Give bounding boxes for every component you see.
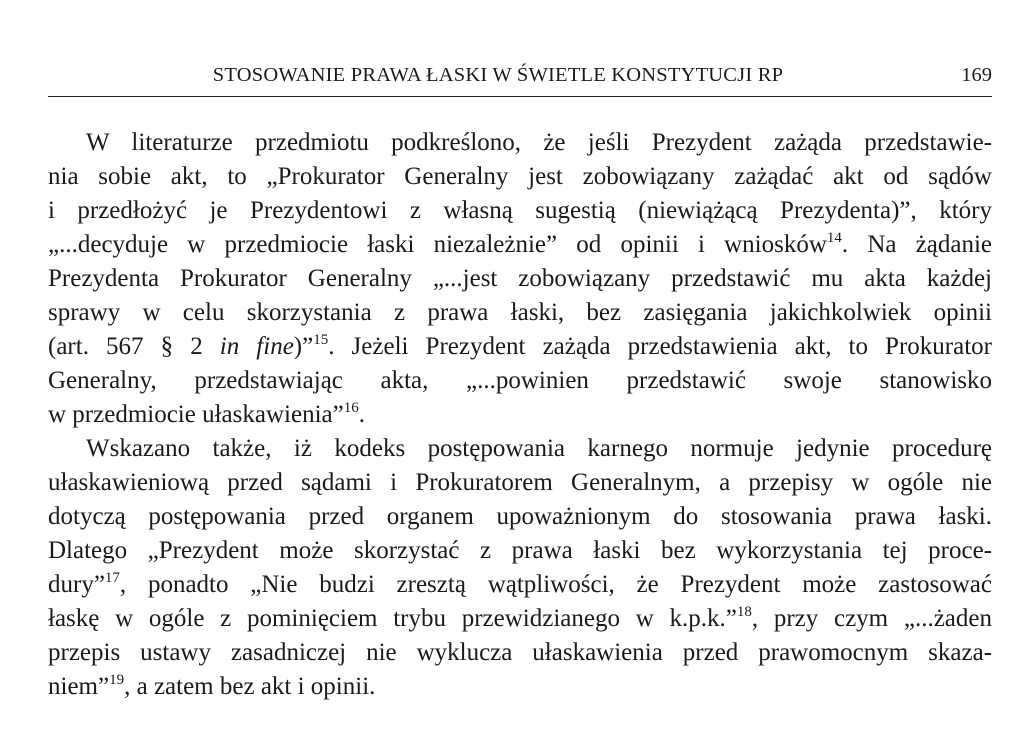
footnote-marker: 16 [343, 400, 359, 416]
text-segment: dotyczą postępowania przed organem upoważnionym do stosowania prawa łaski. [48, 503, 992, 530]
running-header-title: STOSOWANIE PRAWA ŁASKI W ŚWIETLE KONSTYTUCJI RP [212, 64, 784, 86]
text-line [48, 670, 992, 704]
text-segment: ułaskawieniową przed sądami i Prokuratorem Generalnym, a przepisy w ogóle nie [48, 469, 992, 496]
text-segment: W literaturze przedmiotu podkreślono, że jeśli Prezydent zażąda przedstawie- [86, 129, 992, 156]
paragraph [48, 432, 992, 704]
text-line [48, 534, 992, 568]
text-segment: . [358, 401, 365, 428]
text-line [48, 466, 992, 500]
page-number: 169 [961, 64, 992, 86]
running-header [48, 62, 992, 97]
text-line [48, 364, 992, 398]
body-text [48, 126, 992, 704]
text-segment: nia sobie akt, to „Prokurator Generalny jest zobowiązany zażądać akt od sądów [48, 163, 992, 190]
text-segment: Generalny, przedstawiając akta, „...powinien przedstawić swoje stanowisko [48, 367, 992, 394]
footnote-marker: 19 [109, 672, 125, 688]
footnote-marker: 18 [736, 604, 752, 620]
text-segment: Prezydenta Prokurator Generalny „...jest zobowiązany przedstawić mu akta każdej [48, 265, 992, 292]
text-line [48, 160, 992, 194]
text-line [48, 568, 992, 602]
text-segment: przepis ustawy zasadniczej nie wyklucza ułaskawienia przed prawomocnym skaza- [48, 639, 992, 666]
text-segment: Wskazano także, iż kodeks postępowania karnego normuje jedynie procedurę [86, 435, 992, 462]
text-segment: i przedłożyć je Prezydentowi z własną sugestią (niewiążącą Prezydenta)”, który [48, 197, 992, 224]
text-line [48, 296, 992, 330]
book-page [48, 0, 992, 739]
text-segment: łaskę w ogóle z pominięciem trybu przewidzianego w k.p.k.” [48, 605, 737, 632]
text-line [48, 262, 992, 296]
text-segment: „...decyduje w przedmiocie łaski niezależnie” od opinii i wniosków [48, 231, 827, 258]
text-line [48, 602, 992, 636]
text-segment: . Jeżeli Prezydent zażąda przedstawienia akt, to Prokurator [328, 333, 992, 360]
text-segment: , przy czym „...żaden [751, 605, 992, 632]
text-segment: )” [293, 333, 314, 360]
footnote-marker: 17 [104, 570, 120, 586]
text-segment: dury” [48, 571, 105, 598]
footnote-marker: 14 [826, 230, 842, 246]
text-segment: (art. 567 § 2 [48, 333, 220, 360]
text-segment: niem” [48, 673, 110, 700]
text-segment: w przedmiocie ułaskawienia” [48, 401, 344, 428]
text-segment: . Na żądanie [841, 231, 992, 258]
text-line [48, 330, 992, 364]
text-line [48, 228, 992, 262]
italic-text: in fine [219, 333, 294, 360]
text-segment: Dlatego „Prezydent może skorzystać z prawa łaski bez wykorzystania tej proce- [48, 537, 992, 564]
text-line [48, 126, 992, 160]
text-segment: , a zatem bez akt i opinii. [124, 673, 376, 700]
text-line [48, 500, 992, 534]
text-line [48, 432, 992, 466]
text-segment: , ponadto „Nie budzi zresztą wątpliwości, że Prezydent może zastosować [119, 571, 992, 598]
footnote-marker: 15 [313, 332, 329, 348]
text-segment: sprawy w celu skorzystania z prawa łaski, bez zasięgania jakichkolwiek opinii [48, 299, 992, 326]
text-line [48, 636, 992, 670]
text-line [48, 398, 992, 432]
paragraph [48, 126, 992, 432]
text-line [48, 194, 992, 228]
